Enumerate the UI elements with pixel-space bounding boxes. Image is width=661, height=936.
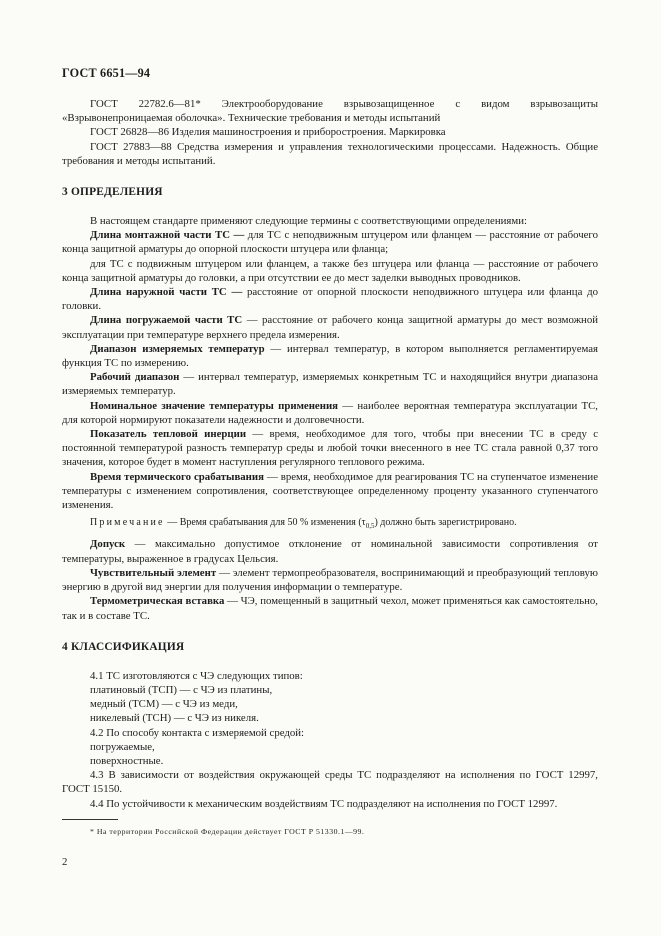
term: Чувствительный элемент [90, 566, 217, 579]
definition-immersion-length [62, 313, 598, 341]
definition-sensing-element [62, 566, 598, 594]
document-page [62, 66, 598, 837]
definition-mounting-length-movable: для ТС с подвижным штуцером или фланцем, а также без штуцера или фланца — расстояние от рабочего конца защитной арматуры до головки, а при отсутствии ее до мест заделки выводных проводников. [62, 257, 598, 284]
definition-text: расстояние от опорной плоскости неподвижного штуцера или фланца до головки. [62, 286, 598, 313]
clause-4-1: 4.1 ТС изготовляются с ЧЭ следующих типов: [90, 669, 303, 682]
clause-4-4: 4.4 По устойчивости к механическим воздействиям ТС подразделяют на исполнения по ГОСТ 12997. [90, 797, 558, 810]
definition-measured-range [62, 342, 598, 370]
footnote-divider [62, 819, 118, 820]
note-text-end: ) должно быть зарегистрировано. [374, 517, 517, 529]
definition-working-range [62, 370, 598, 398]
term: Длина погружаемой части ТС [90, 314, 243, 327]
term: Показатель тепловой инерции [90, 428, 247, 441]
section-3-heading: 3 ОПРЕДЕЛЕНИЯ [62, 186, 163, 199]
definition-outer-length [62, 285, 598, 313]
clause-4-3: 4.3 В зависимости от воздействия окружающей среды ТС подразделяют на исполнения по ГОСТ 12997, ГОСТ 15150. [62, 769, 598, 796]
definition-text: — элемент термопреобразователя, воспринимающий и преобразующий тепловую энергию в другой вид энергии для получения информации о температуре. [62, 566, 598, 594]
definition-text: — наиболее вероятная температура эксплуатации ТС, для которой нормируют показатели надежности и долговечности. [62, 399, 598, 426]
term: Длина наружной части ТС — [90, 286, 243, 299]
definition-text: — время, необходимое для реагирования ТС на ступенчатое изменение температуры с изменением сопротивления, соответствующее определенному проценту указанного ступенчатого изменения. [62, 470, 598, 512]
document-header: ГОСТ 6651—94 [62, 66, 151, 80]
definition-nominal-temperature [62, 399, 598, 427]
term: Длина монтажной части ТС — [90, 229, 245, 242]
reference-gost-26828: ГОСТ 26828—86 Изделия машиностроения и приборостроения. Маркировка [90, 126, 446, 139]
list-item: платиновый (ТСП) — с ЧЭ из платины, [90, 683, 273, 696]
list-item: никелевый (ТСН) — с ЧЭ из никеля. [90, 712, 259, 725]
definition-mounting-length [62, 228, 598, 256]
term: Рабочий диапазон [90, 371, 180, 384]
term: Номинальное значение температуры применения [90, 399, 339, 412]
clause-4-2: 4.2 По способу контакта с измеряемой средой: [90, 726, 305, 739]
definition-text: — интервал температур, измеряемых конкретным ТС и находящийся внутри диапазона измеряемых температур. [62, 371, 598, 398]
reference-gost-22782: ГОСТ 22782.6—81* Электрооборудование взрывозащищенное с видом взрывозащиты «Взрывонепроницаемая оболочка». Технические требования и методы испытаний [62, 98, 598, 125]
definition-thermometric-insert [62, 594, 598, 622]
definition-text: — интервал температур, в котором выполняется регламентируемая функция ТС по измерению. [62, 342, 599, 370]
definitions-intro: В настоящем стандарте применяют следующие термины с соответствующими определениями: [90, 215, 527, 228]
list-item: медный (ТСМ) — с ЧЭ из меди, [90, 698, 238, 711]
definition-tolerance [62, 537, 598, 565]
list-item: погружаемые, [90, 740, 155, 753]
note-text: — Время срабатывания для 50 % изменения (τ [164, 517, 366, 529]
term: Термометрическая вставка [90, 595, 225, 608]
definition-text: — расстояние от рабочего конца защитной арматуры до мест возможной эксплуатации при температуре верхнего предела измерения. [62, 314, 598, 341]
tau-subscript: 0,5 [365, 522, 375, 531]
term: Время термического срабатывания [90, 470, 264, 483]
note [62, 516, 598, 533]
note-label: Примечание [90, 517, 165, 529]
definition-text: для ТС с неподвижным штуцером или фланцем — расстояние от рабочего конца защитной арматуры до опорной плоскости штуцера или фланца; [62, 229, 598, 256]
definition-text: — ЧЭ, помещенный в защитный чехол, может применяться как самостоятельно, так и в составе ТС. [62, 595, 598, 622]
definition-response-time [62, 470, 598, 513]
definition-thermal-inertia [62, 427, 598, 470]
section-4-heading: 4 КЛАССИФИКАЦИЯ [62, 640, 185, 653]
definition-text: — максимально допустимое отклонение от номинальной зависимости сопротивления от температуры, выраженное в градусах Цельсия. [62, 538, 598, 565]
reference-gost-27883: ГОСТ 27883—88 Средства измерения и управления технологическими процессами. Надежность. Общие требования и методы испытаний. [62, 140, 598, 167]
term: Допуск [90, 538, 126, 551]
term: Диапазон измеряемых температур [90, 342, 265, 355]
list-item: поверхностные. [90, 754, 164, 767]
page-number: 2 [62, 856, 68, 868]
definition-text: — время, необходимое для того, чтобы при внесении ТС в среду с постоянной температурой разность температур среды и любой точки внесенного в нее ТС стала равной 0,37 того значения, которое будет в момент наступления регулярного теплового режима. [62, 428, 598, 469]
footnote: * На территории Российской Федерации действует ГОСТ Р 51330.1—99. [90, 826, 365, 836]
